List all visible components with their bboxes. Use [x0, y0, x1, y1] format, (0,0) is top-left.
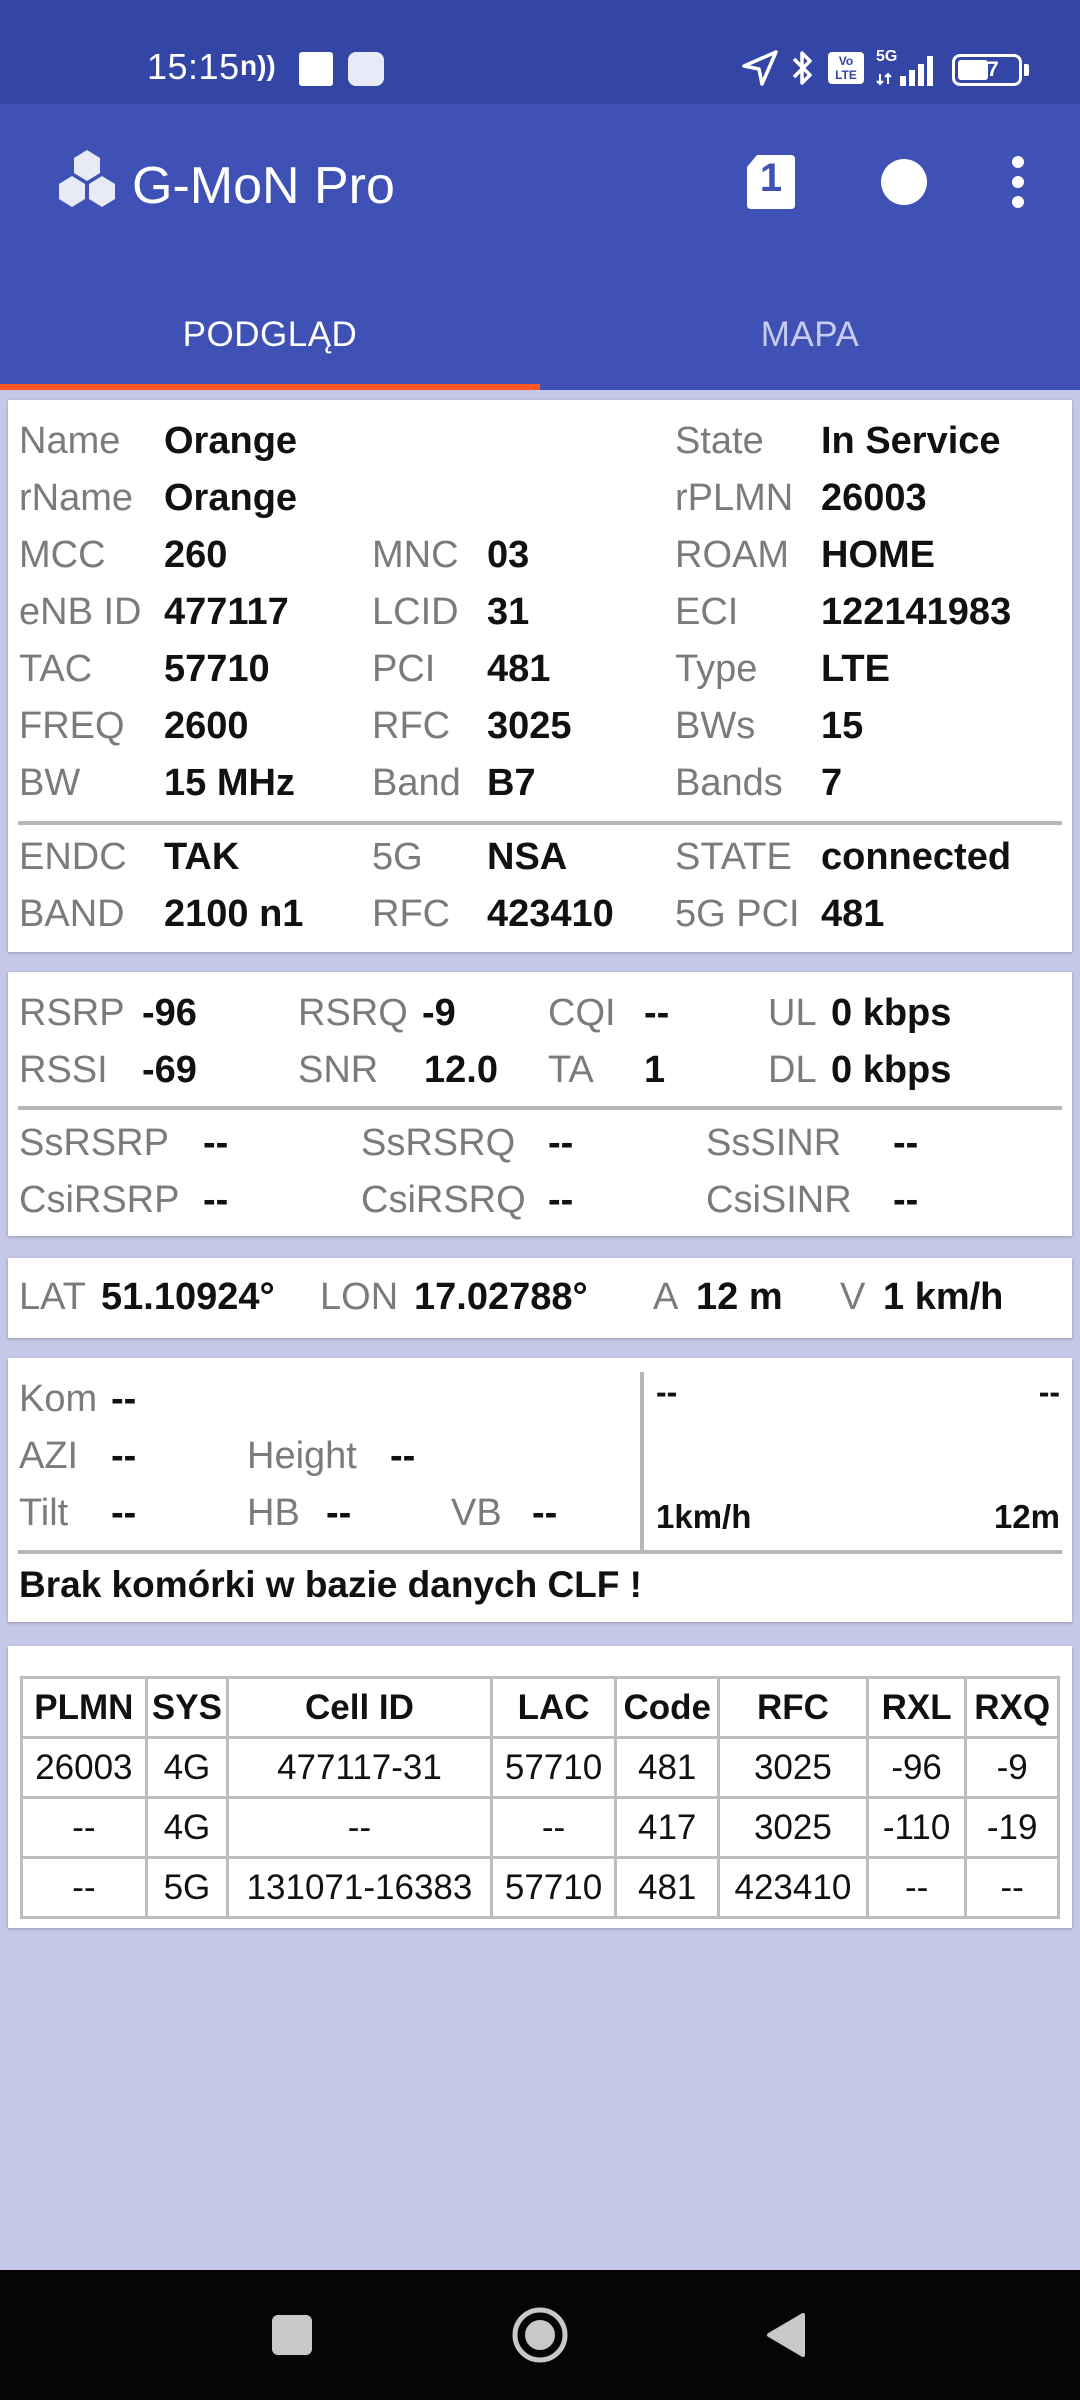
snr-value: 12.0 [424, 1049, 498, 1091]
rsrq-value: -9 [422, 992, 456, 1034]
nr-pci-label: 5G PCI [675, 893, 800, 935]
table-cell: 57710 [491, 1858, 616, 1918]
vertical-divider [640, 1372, 644, 1550]
rname-label: rName [19, 477, 134, 519]
record-circle-icon [881, 159, 927, 205]
lcid-value: 31 [487, 591, 530, 633]
ta-label: TA [548, 1049, 594, 1091]
notification-square-icon [299, 52, 333, 86]
tab-map[interactable]: MAPA [760, 315, 860, 354]
bw-label: BW [19, 762, 81, 804]
table-cell: -- [22, 1798, 147, 1858]
hb-value: -- [326, 1492, 352, 1534]
lat-value: 51.10924° [101, 1276, 275, 1318]
roam-label: ROAM [675, 534, 789, 576]
location-arrow-icon [740, 48, 780, 88]
tab-bar [0, 280, 1080, 390]
table-cell: 3025 [718, 1738, 867, 1798]
csisinr-value: -- [893, 1179, 919, 1221]
home-circle-icon [510, 2305, 570, 2365]
neighbor-table [20, 1676, 1060, 1919]
bw-value: 15 MHz [164, 762, 295, 804]
tilt-label: Tilt [19, 1492, 69, 1534]
nr-state-value: connected [821, 836, 1012, 878]
band-label: Band [372, 762, 461, 804]
table-row [22, 1798, 1059, 1858]
name-label: Name [19, 420, 121, 462]
pci-label: PCI [372, 648, 436, 690]
endc-label: ENDC [19, 836, 127, 878]
table-cell: 481 [616, 1858, 719, 1918]
state-value: In Service [821, 420, 1001, 462]
tab-overview[interactable]: PODGLĄD [182, 315, 358, 354]
lat-label: LAT [19, 1276, 86, 1318]
table-cell: 26003 [22, 1738, 147, 1798]
table-cell: 131071-16383 [228, 1858, 492, 1918]
nr-band-value: 2100 n1 [164, 893, 304, 935]
divider [18, 1106, 1062, 1110]
notification-rounded-icon [348, 52, 384, 86]
table-cell: -9 [966, 1738, 1059, 1798]
app-logo-icon [52, 146, 122, 216]
table-cell: 417 [616, 1798, 719, 1858]
mcc-label: MCC [19, 534, 106, 576]
bands-label: Bands [675, 762, 783, 804]
eci-value: 122141983 [821, 591, 1012, 633]
csisinr-label: CsiSINR [706, 1179, 852, 1221]
ssrsrp-label: SsRSRP [19, 1122, 169, 1164]
type-label: Type [675, 648, 758, 690]
5g-signal-icon [874, 48, 940, 88]
table-cell: 3025 [718, 1798, 867, 1858]
enb-id-value: 477117 [164, 591, 289, 633]
ul-value: 0 kbps [831, 992, 952, 1034]
type-value: LTE [821, 648, 890, 690]
more-vert-icon [1008, 154, 1028, 210]
table-cell: -- [867, 1858, 966, 1918]
nr-rfc-value: 423410 [487, 893, 614, 935]
dl-value: 0 kbps [831, 1049, 952, 1091]
table-cell: 477117-31 [228, 1738, 492, 1798]
table-cell: -- [22, 1858, 147, 1918]
bws-label: BWs [675, 705, 756, 747]
panel-speed-value: 1km/h [656, 1498, 752, 1535]
status-time: 15:15 [147, 46, 240, 87]
rfc-value: 3025 [487, 705, 572, 747]
csirsrq-label: CsiRSRQ [361, 1179, 526, 1221]
cqi-label: CQI [548, 992, 616, 1034]
recents-button[interactable] [252, 2300, 332, 2370]
nr-rfc-label: RFC [372, 893, 451, 935]
col-rxq-header: RXQ [966, 1678, 1059, 1738]
panel-top-left-value: -- [656, 1374, 678, 1410]
battery-icon [952, 54, 1022, 86]
tac-label: TAC [19, 648, 93, 690]
table-cell: 5G [146, 1858, 228, 1918]
cqi-value: -- [644, 992, 670, 1034]
kom-label: Kom [19, 1378, 98, 1420]
volte-icon: Vo LTE [828, 52, 864, 84]
table-cell: 4G [146, 1798, 228, 1858]
rplmn-value: 26003 [821, 477, 927, 519]
sssinr-label: SsSINR [706, 1122, 842, 1164]
ssrsrp-value: -- [203, 1122, 229, 1164]
nr-pci-value: 481 [821, 893, 885, 935]
table-cell: -96 [867, 1738, 966, 1798]
5g-value: NSA [487, 836, 568, 878]
col-plmn-header: PLMN [22, 1678, 147, 1738]
nr-state-label: STATE [675, 836, 792, 878]
col-cellid-header: Cell ID [228, 1678, 492, 1738]
nfc-icon: n)) [240, 50, 276, 81]
velocity-value: 1 km/h [883, 1276, 1004, 1318]
table-cell: 4G [146, 1738, 228, 1798]
state-label: State [675, 420, 764, 462]
freq-value: 2600 [164, 705, 249, 747]
pci-value: 481 [487, 648, 551, 690]
rfc-label: RFC [372, 705, 451, 747]
app-bar [0, 104, 1080, 390]
col-sys-header: SYS [146, 1678, 228, 1738]
panel-top-right-value: -- [1038, 1374, 1060, 1410]
app-title: G-MoN Pro [132, 157, 395, 215]
table-cell: -19 [966, 1798, 1059, 1858]
lcid-label: LCID [372, 591, 459, 633]
height-label: Height [247, 1435, 357, 1477]
lon-value: 17.02788° [414, 1276, 588, 1318]
col-lac-header: LAC [491, 1678, 616, 1738]
tilt-value: -- [111, 1492, 137, 1534]
csirsrp-value: -- [203, 1179, 229, 1221]
nr-band-label: BAND [19, 893, 125, 935]
back-button[interactable] [746, 2300, 826, 2370]
col-rxl-header: RXL [867, 1678, 966, 1738]
tac-value: 57710 [164, 648, 270, 690]
csirsrp-label: CsiRSRP [19, 1179, 180, 1221]
table-cell: -- [966, 1858, 1059, 1918]
snr-label: SNR [298, 1049, 379, 1091]
rplmn-label: rPLMN [675, 477, 794, 519]
recents-square-icon [272, 2315, 312, 2355]
endc-value: TAK [164, 836, 240, 878]
divider [18, 821, 1062, 825]
5g-label: 5G [372, 836, 423, 878]
ssrsrq-label: SsRSRQ [361, 1122, 516, 1164]
neighbor-cells-card [8, 1646, 1072, 1928]
accuracy-label: A [653, 1276, 679, 1318]
kom-value: -- [111, 1378, 137, 1420]
table-cell: 481 [616, 1738, 719, 1798]
table-cell: 423410 [718, 1858, 867, 1918]
rsrp-value: -96 [142, 992, 197, 1034]
eci-label: ECI [675, 591, 739, 633]
height-value: -- [390, 1435, 416, 1477]
ul-label: UL [768, 992, 817, 1034]
azi-label: AZI [19, 1435, 79, 1477]
table-row [22, 1858, 1059, 1918]
clf-message: Brak komórki w bazie danych CLF ! [19, 1564, 642, 1605]
ta-value: 1 [644, 1049, 666, 1091]
accuracy-value: 12 m [696, 1276, 783, 1318]
rsrq-label: RSRQ [298, 992, 408, 1034]
rssi-label: RSSI [19, 1049, 108, 1091]
roam-value: HOME [821, 534, 935, 576]
mcc-value: 260 [164, 534, 228, 576]
csirsrq-value: -- [548, 1179, 574, 1221]
status-bar [0, 0, 1080, 104]
enb-id-label: eNB ID [19, 591, 142, 633]
velocity-label: V [840, 1276, 866, 1318]
sim-number: 1 [759, 156, 783, 200]
azi-value: -- [111, 1435, 137, 1477]
freq-label: FREQ [19, 705, 125, 747]
col-rfc-header: RFC [718, 1678, 867, 1738]
band-value: B7 [487, 762, 536, 804]
battery-level: 47 [975, 58, 999, 81]
lon-label: LON [320, 1276, 399, 1318]
dl-label: DL [768, 1049, 817, 1091]
rssi-value: -69 [142, 1049, 197, 1091]
bands-value: 7 [821, 762, 843, 804]
rname-value: Orange [164, 477, 298, 519]
mnc-label: MNC [372, 534, 459, 576]
divider [18, 1550, 1062, 1554]
table-row [22, 1738, 1059, 1798]
mnc-value: 03 [487, 534, 530, 576]
network-type-label: 5G [876, 48, 898, 65]
signal-card [8, 972, 1072, 1236]
bluetooth-icon [788, 48, 818, 88]
system-nav-bar [0, 2270, 1080, 2400]
name-value: Orange [164, 420, 298, 462]
sim-selector-button[interactable] [731, 142, 811, 222]
overflow-menu-button[interactable] [978, 142, 1058, 222]
table-cell: -110 [867, 1798, 966, 1858]
bws-value: 15 [821, 705, 864, 747]
serving-cell-card [8, 400, 1072, 952]
ssrsrq-value: -- [548, 1122, 574, 1164]
table-header-row [22, 1678, 1059, 1738]
tab-indicator [0, 384, 540, 390]
sssinr-value: -- [893, 1122, 919, 1164]
panel-accuracy-value: 12m [993, 1498, 1060, 1535]
rsrp-label: RSRP [19, 992, 125, 1034]
vb-value: -- [532, 1492, 558, 1534]
vb-label: VB [451, 1492, 502, 1534]
site-info-card [8, 1358, 1072, 1622]
table-cell: -- [228, 1798, 492, 1858]
col-code-header: Code [616, 1678, 719, 1738]
record-button[interactable] [864, 142, 944, 222]
hb-label: HB [247, 1492, 300, 1534]
battery-tip [1024, 64, 1029, 76]
table-cell: 57710 [491, 1738, 616, 1798]
back-triangle-icon [763, 2311, 809, 2359]
table-cell: -- [491, 1798, 616, 1858]
location-card [8, 1258, 1072, 1338]
home-button[interactable] [500, 2300, 580, 2370]
